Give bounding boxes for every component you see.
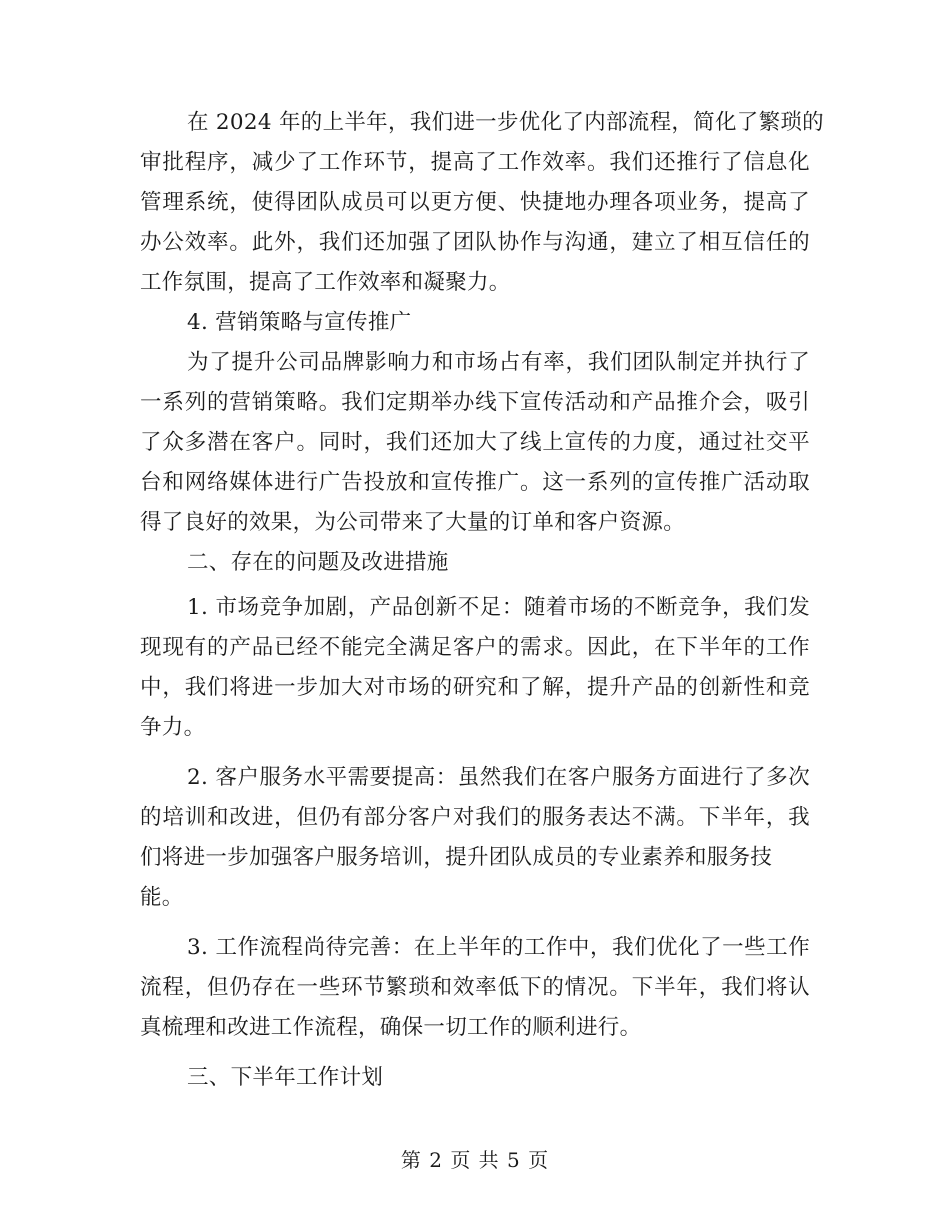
- section-heading: 4. 营销策略与宣传推广: [187, 310, 412, 335]
- section-heading: 三、下半年工作计划: [187, 1065, 384, 1090]
- text-line: 为了提升公司品牌影响力和市场占有率，我们团队制定并执行了: [187, 350, 810, 375]
- text-line: 真梳理和改进工作流程，确保一切工作的顺利进行。: [140, 1015, 642, 1040]
- text-line: 得了良好的效果，为公司带来了大量的订单和客户资源。: [140, 510, 686, 535]
- text-line: 3. 工作流程尚待完善：在上半年的工作中，我们优化了一些工作: [187, 935, 810, 960]
- text-line: 在 2024 年的上半年，我们进一步优化了内部流程，简化了繁琐的: [187, 110, 824, 135]
- text-line: 能。: [140, 885, 184, 910]
- section-heading: 二、存在的问题及改进措施: [187, 550, 449, 575]
- page-number-footer: 第 2 页 共 5 页: [400, 1148, 550, 1172]
- text-line: 现现有的产品已经不能完全满足客户的需求。因此，在下半年的工作: [140, 635, 810, 660]
- text-line: 管理系统，使得团队成员可以更方便、快捷地办理各项业务，提高了: [140, 190, 810, 215]
- text-line: 了众多潜在客户。同时，我们还加大了线上宣传的力度，通过社交平: [140, 430, 810, 455]
- text-line: 的培训和改进，但仍有部分客户对我们的服务表达不满。下半年，我: [140, 805, 810, 830]
- text-line: 1. 市场竞争加剧，产品创新不足：随着市场的不断竞争，我们发: [187, 595, 810, 620]
- text-line: 流程，但仍存在一些环节繁琐和效率低下的情况。下半年，我们将认: [140, 975, 810, 1000]
- text-line: 工作氛围，提高了工作效率和凝聚力。: [140, 270, 511, 295]
- text-line: 台和网络媒体进行广告投放和宣传推广。这一系列的宣传推广活动取: [140, 470, 810, 495]
- text-line: 中，我们将进一步加大对市场的研究和了解，提升产品的创新性和竞: [140, 675, 810, 700]
- text-line: 办公效率。此外，我们还加强了团队协作与沟通，建立了相互信任的: [140, 230, 810, 255]
- text-line: 一系列的营销策略。我们定期举办线下宣传活动和产品推介会，吸引: [140, 390, 810, 415]
- text-line: 们将进一步加强客户服务培训，提升团队成员的专业素养和服务技: [140, 845, 773, 870]
- text-line: 审批程序，减少了工作环节，提高了工作效率。我们还推行了信息化: [140, 150, 810, 175]
- text-line: 争力。: [140, 715, 206, 740]
- text-line: 2. 客户服务水平需要提高：虽然我们在客户服务方面进行了多次: [187, 765, 810, 790]
